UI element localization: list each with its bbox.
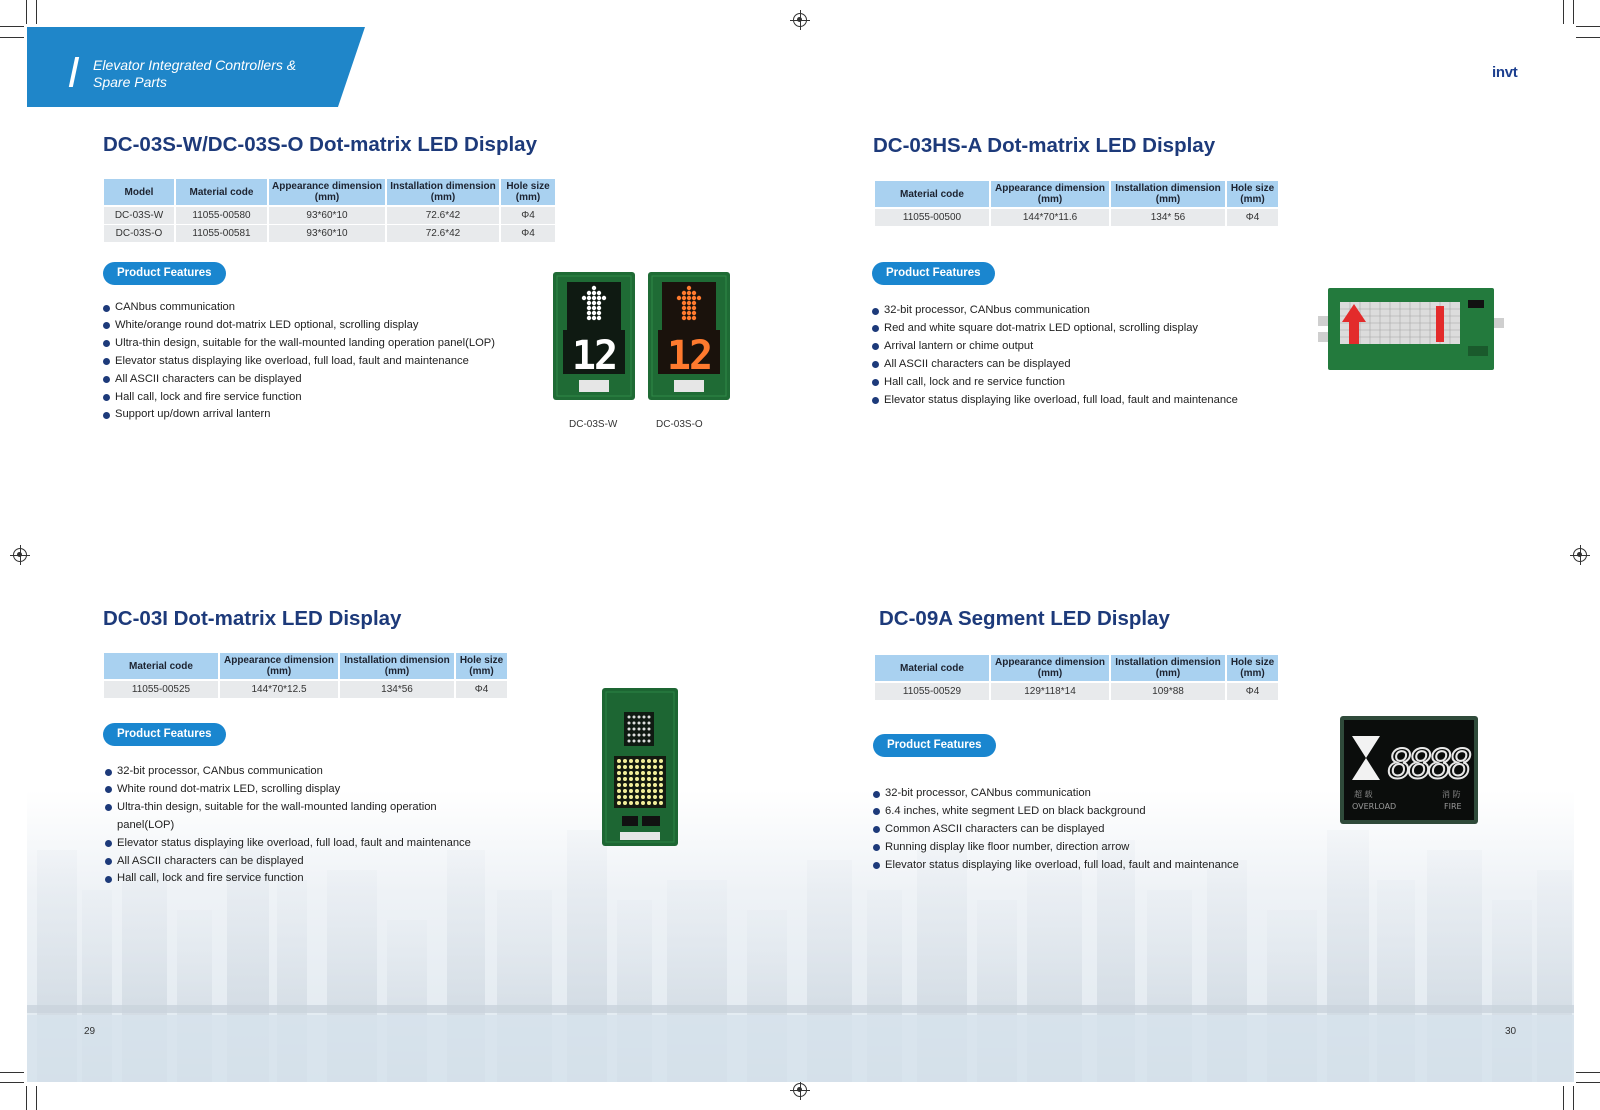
fire-label: FIRE — [1444, 802, 1462, 811]
table-cell: 109*88 — [1110, 682, 1226, 701]
table-header-cell: Hole size (mm) — [1226, 181, 1279, 208]
orange-led-digits: 12 — [666, 333, 712, 379]
table-cell: 144*70*12.5 — [219, 680, 339, 699]
crop-mark — [1576, 1082, 1600, 1083]
table-cell: DC-03S-O — [104, 225, 175, 243]
table-cell: Φ4 — [500, 206, 556, 225]
feature-item: Running display like floor number, direction arrow — [873, 839, 1293, 857]
dc-03i-board-image — [602, 688, 678, 846]
product-features-badge: Product Features — [873, 734, 996, 757]
crop-mark — [1576, 26, 1600, 27]
product-features-badge: Product Features — [103, 723, 226, 746]
crop-mark — [1573, 0, 1574, 24]
page-number-left: 29 — [84, 1026, 96, 1037]
dc-03hs-a-board-image — [1318, 286, 1504, 372]
table-cell: 11055-00500 — [875, 208, 990, 227]
banner-title — [93, 57, 296, 91]
feature-item: Elevator status displaying like overload, full load, fault and maintenance — [872, 392, 1292, 410]
segment-digits: 8888 — [1388, 742, 1469, 788]
invt-logo: invt — [1492, 64, 1518, 81]
banner-line-1: Elevator Integrated Controllers & — [93, 57, 297, 73]
table-header-row — [875, 655, 1279, 682]
table-cell: 93*60*10 — [268, 206, 386, 225]
feature-item: Elevator status displaying like overload, full load, fault and maintenance — [873, 857, 1293, 875]
page-number-right: 30 — [1505, 1026, 1517, 1037]
table-header-cell: Appearance dimension (mm) — [990, 181, 1110, 208]
dc-03s-w-board-image — [553, 272, 635, 400]
table-header-cell: Material code — [104, 653, 219, 680]
table-header-row — [104, 653, 508, 680]
feature-item: White/orange round dot-matrix LED optional, scrolling display — [103, 317, 523, 335]
feature-item: 32-bit processor, CANbus communication — [872, 302, 1292, 320]
feature-list — [105, 763, 485, 888]
table-cell: DC-03S-W — [104, 206, 175, 225]
table-cell: 144*70*11.6 — [990, 208, 1110, 227]
white-led-digits: 12 — [571, 333, 617, 379]
feature-item: Hall call, lock and fire service function — [103, 389, 523, 407]
spec-table — [104, 179, 557, 243]
crop-mark — [1573, 1086, 1574, 1110]
section-title: DC-03HS-A Dot-matrix LED Display — [873, 134, 1216, 157]
image-caption: DC-03S-O — [656, 419, 703, 430]
crop-mark — [36, 0, 37, 24]
crop-mark — [26, 0, 27, 24]
crop-mark — [1563, 1086, 1564, 1110]
table-header-cell: Appearance dimension (mm) — [990, 655, 1110, 682]
feature-item: White round dot-matrix LED, scrolling display — [105, 781, 485, 799]
table-header-cell: Appearance dimension (mm) — [268, 179, 386, 206]
feature-item: CANbus communication — [103, 299, 523, 317]
registration-mark — [13, 548, 27, 562]
spec-table — [875, 181, 1280, 227]
banner-line-2: Spare Parts — [93, 74, 167, 90]
feature-item: All ASCII characters can be displayed — [872, 356, 1292, 374]
crop-mark — [0, 26, 24, 27]
feature-item: Elevator status displaying like overload, full load, fault and maintenance — [103, 353, 523, 371]
feature-item: 32-bit processor, CANbus communication — [105, 763, 485, 781]
table-header-cell: Hole size (mm) — [1226, 655, 1279, 682]
feature-list — [103, 299, 523, 424]
feature-list — [873, 785, 1293, 875]
table-cell: 11055-00525 — [104, 680, 219, 699]
registration-mark — [1573, 548, 1587, 562]
table-header-cell: Material code — [875, 181, 990, 208]
table-header-row — [104, 179, 556, 206]
feature-item: Elevator status displaying like overload, full load, fault and maintenance — [105, 835, 485, 853]
crop-mark — [0, 1072, 24, 1073]
crop-mark — [0, 1082, 24, 1083]
table-cell: Φ4 — [1226, 208, 1279, 227]
table-header-cell: Installation dimension (mm) — [386, 179, 500, 206]
feature-item: Hall call, lock and fire service function — [105, 870, 485, 888]
table-header-cell: Installation dimension (mm) — [1110, 655, 1226, 682]
table-header-cell: Hole size (mm) — [500, 179, 556, 206]
feature-item: 6.4 inches, white segment LED on black background — [873, 803, 1293, 821]
table-header-cell: Model — [104, 179, 175, 206]
dc-03s-o-board-image — [648, 272, 730, 400]
crop-mark — [1576, 1072, 1600, 1073]
red-digit-one — [1436, 306, 1444, 342]
table-cell: 11055-00580 — [175, 206, 268, 225]
table-cell: Φ4 — [500, 225, 556, 243]
feature-item: Ultra-thin design, suitable for the wall-mounted landing operation panel(LOP) — [103, 335, 523, 353]
section-title: DC-03I Dot-matrix LED Display — [103, 607, 402, 630]
product-features-badge: Product Features — [103, 262, 226, 285]
crop-mark — [1563, 0, 1564, 24]
section-title: DC-03S-W/DC-03S-O Dot-matrix LED Display — [103, 133, 537, 156]
overload-cn-label: 超 载 — [1354, 790, 1373, 799]
section-title: DC-09A Segment LED Display — [879, 607, 1170, 630]
table-row — [104, 206, 556, 225]
table-cell: Φ4 — [455, 680, 508, 699]
registration-mark — [793, 1083, 807, 1097]
table-header-cell: Installation dimension (mm) — [1110, 181, 1226, 208]
feature-item: Arrival lantern or chime output — [872, 338, 1292, 356]
spec-table — [875, 655, 1280, 701]
feature-item: Red and white square dot-matrix LED optional, scrolling display — [872, 320, 1292, 338]
overload-label: OVERLOAD — [1352, 802, 1397, 811]
feature-item: Ultra-thin design, suitable for the wall-mounted landing operation panel(LOP) — [105, 799, 485, 835]
spec-table — [104, 653, 509, 699]
crop-mark — [36, 1086, 37, 1110]
feature-item: Common ASCII characters can be displayed — [873, 821, 1293, 839]
table-cell: 134* 56 — [1110, 208, 1226, 227]
crop-mark — [0, 37, 24, 38]
feature-item: All ASCII characters can be displayed — [103, 371, 523, 389]
feature-list — [872, 302, 1292, 409]
table-header-cell: Material code — [175, 179, 268, 206]
table-header-cell: Hole size (mm) — [455, 653, 508, 680]
feature-item: All ASCII characters can be displayed — [105, 853, 485, 871]
feature-item: Hall call, lock and re service function — [872, 374, 1292, 392]
registration-mark — [793, 13, 807, 27]
crop-mark — [1576, 37, 1600, 38]
table-cell: 93*60*10 — [268, 225, 386, 243]
crop-mark — [26, 1086, 27, 1110]
table-header-cell: Material code — [875, 655, 990, 682]
table-header-row — [875, 181, 1279, 208]
table-row — [875, 682, 1279, 701]
table-cell: 134*56 — [339, 680, 455, 699]
table-cell: 72.6*42 — [386, 206, 500, 225]
product-features-badge: Product Features — [872, 262, 995, 285]
feature-item: Support up/down arrival lantern — [103, 406, 523, 424]
table-row — [104, 680, 508, 699]
table-header-cell: Installation dimension (mm) — [339, 653, 455, 680]
image-caption: DC-03S-W — [569, 419, 618, 430]
table-cell: 129*118*14 — [990, 682, 1110, 701]
table-cell: 11055-00529 — [875, 682, 990, 701]
dc-09a-display-image — [1340, 716, 1478, 824]
table-cell: 11055-00581 — [175, 225, 268, 243]
table-row — [104, 225, 556, 243]
table-header-cell: Appearance dimension (mm) — [219, 653, 339, 680]
fire-cn-label: 消 防 — [1442, 790, 1461, 799]
table-row — [875, 208, 1279, 227]
table-cell: Φ4 — [1226, 682, 1279, 701]
feature-item: 32-bit processor, CANbus communication — [873, 785, 1293, 803]
table-cell: 72.6*42 — [386, 225, 500, 243]
